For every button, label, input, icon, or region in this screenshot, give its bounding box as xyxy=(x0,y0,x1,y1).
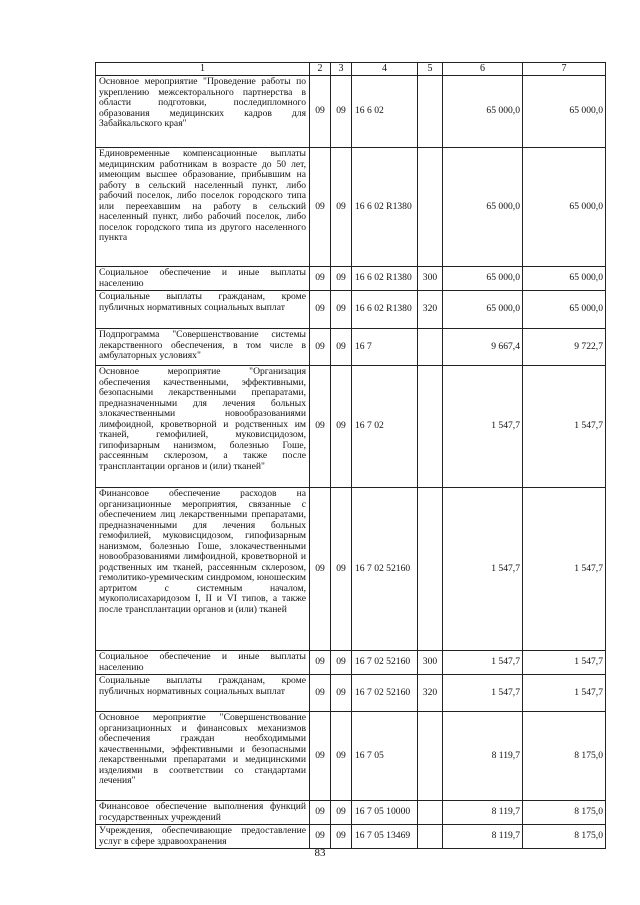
expense-type-code xyxy=(418,366,443,488)
section-code: 09 xyxy=(310,825,331,849)
table-header-row xyxy=(96,63,606,76)
table-row xyxy=(96,366,606,488)
row-name: Основное мероприятие "Проведение работы по укреплению межсекторального партнерства в области подготовки, последипломного образования медицинских кадров для Забайкальского края" xyxy=(96,76,310,148)
row-name: Единовременные компенсационные выплаты медицинским работникам в возрасте до 50 лет, имеющим высшее образование, прибывшим на работу в сельский населенный пункт, либо рабочий поселок, либо поселок городского типа или переехавшим на работу в сельский населенный пункт, либо рабочий поселок, либо поселок городского типа из другого населенного пункта xyxy=(96,148,310,267)
amount-year-2: 1 547,7 xyxy=(523,675,606,712)
subsection-code: 09 xyxy=(331,76,352,148)
expense-type-code xyxy=(418,825,443,849)
amount-year-1: 8 119,7 xyxy=(443,801,523,825)
subsection-code: 09 xyxy=(331,675,352,712)
amount-year-1: 65 000,0 xyxy=(443,267,523,291)
table-row xyxy=(96,329,606,366)
amount-year-1: 8 119,7 xyxy=(443,712,523,801)
expense-type-code xyxy=(418,76,443,148)
column-header: 6 xyxy=(443,63,523,76)
table-row xyxy=(96,651,606,675)
expense-type-code xyxy=(418,329,443,366)
amount-year-2: 1 547,7 xyxy=(523,651,606,675)
amount-year-1: 1 547,7 xyxy=(443,488,523,651)
subsection-code: 09 xyxy=(331,651,352,675)
target-article-code: 16 6 02 R1380 xyxy=(352,148,418,267)
row-name: Финансовое обеспечение выполнения функций государственных учреждений xyxy=(96,801,310,825)
table-row xyxy=(96,267,606,291)
column-header: 2 xyxy=(310,63,331,76)
amount-year-2: 8 175,0 xyxy=(523,825,606,849)
expense-type-code xyxy=(418,712,443,801)
expense-type-code: 300 xyxy=(418,651,443,675)
budget-table-page xyxy=(95,62,605,849)
column-header: 4 xyxy=(352,63,418,76)
subsection-code: 09 xyxy=(331,488,352,651)
target-article-code: 16 6 02 R1380 xyxy=(352,267,418,291)
amount-year-1: 65 000,0 xyxy=(443,148,523,267)
amount-year-1: 1 547,7 xyxy=(443,675,523,712)
amount-year-2: 65 000,0 xyxy=(523,148,606,267)
target-article-code: 16 7 02 52160 xyxy=(352,488,418,651)
amount-year-2: 9 722,7 xyxy=(523,329,606,366)
table-row xyxy=(96,712,606,801)
amount-year-2: 1 547,7 xyxy=(523,366,606,488)
row-name: Учреждения, обеспечивающие предоставление услуг в сфере здравоохранения xyxy=(96,825,310,849)
section-code: 09 xyxy=(310,291,331,329)
section-code: 09 xyxy=(310,651,331,675)
section-code: 09 xyxy=(310,675,331,712)
amount-year-2: 65 000,0 xyxy=(523,76,606,148)
table-row xyxy=(96,825,606,849)
amount-year-1: 65 000,0 xyxy=(443,76,523,148)
section-code: 09 xyxy=(310,801,331,825)
section-code: 09 xyxy=(310,329,331,366)
subsection-code: 09 xyxy=(331,291,352,329)
target-article-code: 16 6 02 xyxy=(352,76,418,148)
target-article-code: 16 7 02 52160 xyxy=(352,651,418,675)
target-article-code: 16 7 02 52160 xyxy=(352,675,418,712)
page-number: 83 xyxy=(314,847,326,859)
amount-year-1: 9 667,4 xyxy=(443,329,523,366)
expense-type-code: 320 xyxy=(418,291,443,329)
subsection-code: 09 xyxy=(331,712,352,801)
row-name: Подпрограмма "Совершенствование системы лекарственного обеспечения, в том числе в амбулаторных условиях" xyxy=(96,329,310,366)
expense-type-code xyxy=(418,488,443,651)
amount-year-1: 1 547,7 xyxy=(443,651,523,675)
column-header: 3 xyxy=(331,63,352,76)
amount-year-2: 65 000,0 xyxy=(523,267,606,291)
subsection-code: 09 xyxy=(331,148,352,267)
table-row xyxy=(96,675,606,712)
row-name: Социальное обеспечение и иные выплаты населению xyxy=(96,651,310,675)
table-row xyxy=(96,76,606,148)
table-row xyxy=(96,488,606,651)
section-code: 09 xyxy=(310,267,331,291)
table-row xyxy=(96,148,606,267)
column-header: 7 xyxy=(523,63,606,76)
target-article-code: 16 7 05 10000 xyxy=(352,801,418,825)
amount-year-2: 8 175,0 xyxy=(523,712,606,801)
section-code: 09 xyxy=(310,76,331,148)
table-row xyxy=(96,291,606,329)
subsection-code: 09 xyxy=(331,329,352,366)
target-article-code: 16 7 xyxy=(352,329,418,366)
table-row xyxy=(96,801,606,825)
subsection-code: 09 xyxy=(331,825,352,849)
target-article-code: 16 7 05 xyxy=(352,712,418,801)
amount-year-2: 65 000,0 xyxy=(523,291,606,329)
amount-year-1: 65 000,0 xyxy=(443,291,523,329)
row-name: Финансовое обеспечение расходов на организационные мероприятия, связанные с обеспечением лиц лекарственными препаратами, предназначенными для лечения больных гемофилией, муковисцидозом, гипофизарным нанизмом, болезнью Гоше, злокачественными новообразованиями лимфоидной, кроветворной и родственных им тканей, рассеянным склерозом, гемолитико-уремическим синдромом, юношеским артритом с системным началом, мукополисахаридозом I, II и VI типов, а также после трансплантации органов и (или) тканей xyxy=(96,488,310,651)
amount-year-2: 1 547,7 xyxy=(523,488,606,651)
budget-table xyxy=(95,62,606,849)
row-name: Основное мероприятие "Организация обеспечения качественными, эффективными, безопасными лекарственными препаратами, предназначенными для лечения больных злокачественными новообразованиями лимфоидной, кроветворной и родственных им тканей, гемофилией, муковисцидозом, гипофизарным нанизмом, болезнью Гоше, рассеянным склерозом, а также после трансплантации органов и (или) тканей" xyxy=(96,366,310,488)
row-name: Социальные выплаты гражданам, кроме публичных нормативных социальных выплат xyxy=(96,291,310,329)
section-code: 09 xyxy=(310,488,331,651)
column-header: 1 xyxy=(96,63,310,76)
row-name: Социальное обеспечение и иные выплаты населению xyxy=(96,267,310,291)
expense-type-code xyxy=(418,148,443,267)
section-code: 09 xyxy=(310,712,331,801)
subsection-code: 09 xyxy=(331,267,352,291)
amount-year-2: 8 175,0 xyxy=(523,801,606,825)
column-header: 5 xyxy=(418,63,443,76)
amount-year-1: 8 119,7 xyxy=(443,825,523,849)
section-code: 09 xyxy=(310,148,331,267)
expense-type-code: 320 xyxy=(418,675,443,712)
row-name: Социальные выплаты гражданам, кроме публичных нормативных социальных выплат xyxy=(96,675,310,712)
target-article-code: 16 7 05 13469 xyxy=(352,825,418,849)
section-code: 09 xyxy=(310,366,331,488)
subsection-code: 09 xyxy=(331,366,352,488)
amount-year-1: 1 547,7 xyxy=(443,366,523,488)
target-article-code: 16 7 02 xyxy=(352,366,418,488)
row-name: Основное мероприятие "Совершенствование организационных и финансовых механизмов обеспечения граждан необходимыми качественными, эффективными и безопасными лекарственными препаратами и медицинскими изделиями в соответствии со стандартами лечения" xyxy=(96,712,310,801)
expense-type-code xyxy=(418,801,443,825)
target-article-code: 16 6 02 R1380 xyxy=(352,291,418,329)
subsection-code: 09 xyxy=(331,801,352,825)
expense-type-code: 300 xyxy=(418,267,443,291)
